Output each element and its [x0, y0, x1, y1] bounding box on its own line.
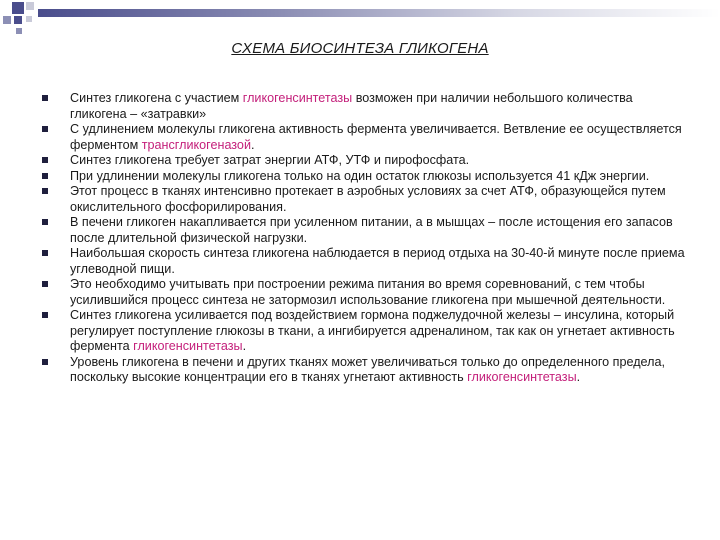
bullet-square-icon	[42, 219, 48, 225]
bullet-text: Это необходимо учитывать при построении режима питания во время соревнований, с тем чтобы усилившийся процесс синтеза не затормозил использование гликогена при мышечной деятельности.	[70, 277, 666, 307]
bullet-text: Этот процесс в тканях интенсивно протекает в аэробных условиях за счет АТФ, образующейся путем окислительного фосфорилирования.	[70, 184, 666, 214]
slide-decoration	[0, 0, 720, 40]
bullet-item	[40, 122, 690, 153]
bullet-square-icon	[42, 188, 48, 194]
decor-square	[26, 16, 32, 22]
bullet-item	[40, 355, 690, 386]
bullet-text: Синтез гликогена требует затрат энергии АТФ, УТФ и пирофосфата.	[70, 153, 470, 167]
bullet-text: Синтез гликогена с участием	[70, 91, 243, 105]
bullet-item	[40, 91, 690, 122]
bullet-text: Наибольшая скорость синтеза гликогена наблюдается в период отдыха на 30-40-й минуте после приема углеводной пищи.	[70, 246, 685, 276]
bullet-square-icon	[42, 312, 48, 318]
bullet-list	[40, 91, 690, 386]
bullet-square-icon	[42, 95, 48, 101]
bullet-square-icon	[42, 157, 48, 163]
highlighted-term: трансгликогеназой	[141, 137, 251, 152]
bullet-text: .	[242, 339, 247, 353]
bullet-square-icon	[42, 281, 48, 287]
bullet-square-icon	[42, 126, 48, 132]
page-title: СХЕМА БИОСИНТЕЗА ГЛИКОГЕНА	[231, 40, 489, 57]
bullet-text: С удлинением молекулы гликогена активность фермента увеличивается. Ветвление ее осуществляется ферментом	[70, 122, 682, 152]
bullet-text: .	[250, 137, 255, 152]
bullet-text: возможен при наличии небольшого количества гликогена – «затравки»	[70, 91, 633, 121]
decor-square	[3, 16, 11, 24]
bullet-item	[40, 246, 690, 277]
bullet-item	[40, 215, 690, 246]
bullet-item	[40, 184, 690, 215]
highlighted-term: гликогенсинтетазы	[242, 91, 353, 105]
decor-square	[14, 16, 22, 24]
decor-square	[16, 28, 22, 34]
decor-square	[26, 2, 34, 10]
bullet-item	[40, 277, 690, 308]
bullet-text: .	[576, 370, 581, 384]
bullet-text: В печени гликоген накапливается при усиленном питании, а в мышцах – после истощения его запасов после длительной физической нагрузки.	[70, 215, 673, 245]
bullet-square-icon	[42, 250, 48, 256]
bullet-text: Синтез гликогена усиливается под воздействием гормона поджелудочной железы – инсулина, который регулирует поступление глюкозы в ткани, а ингибируется адреналином, так как он угнетает активность фермента	[70, 308, 675, 353]
decor-square	[12, 2, 24, 14]
bullet-text: При удлинении молекулы гликогена только на один остаток глюкозы используется 41 кДж энергии.	[70, 168, 650, 183]
highlighted-term: гликогенсинтетазы	[133, 339, 243, 353]
bullet-item	[40, 153, 690, 169]
bullet-item	[40, 308, 690, 355]
highlighted-term: гликогенсинтетазы	[467, 370, 577, 384]
bullet-square-icon	[42, 359, 48, 365]
bullet-square-icon	[42, 173, 48, 179]
decor-gradient-bar	[38, 9, 720, 17]
bullet-item	[40, 169, 690, 185]
bullet-text: Уровень гликогена в печени и других тканях может увеличиваться только до определенного предела, поскольку высокие концентрации его в тканях угнетают активность	[70, 354, 665, 384]
